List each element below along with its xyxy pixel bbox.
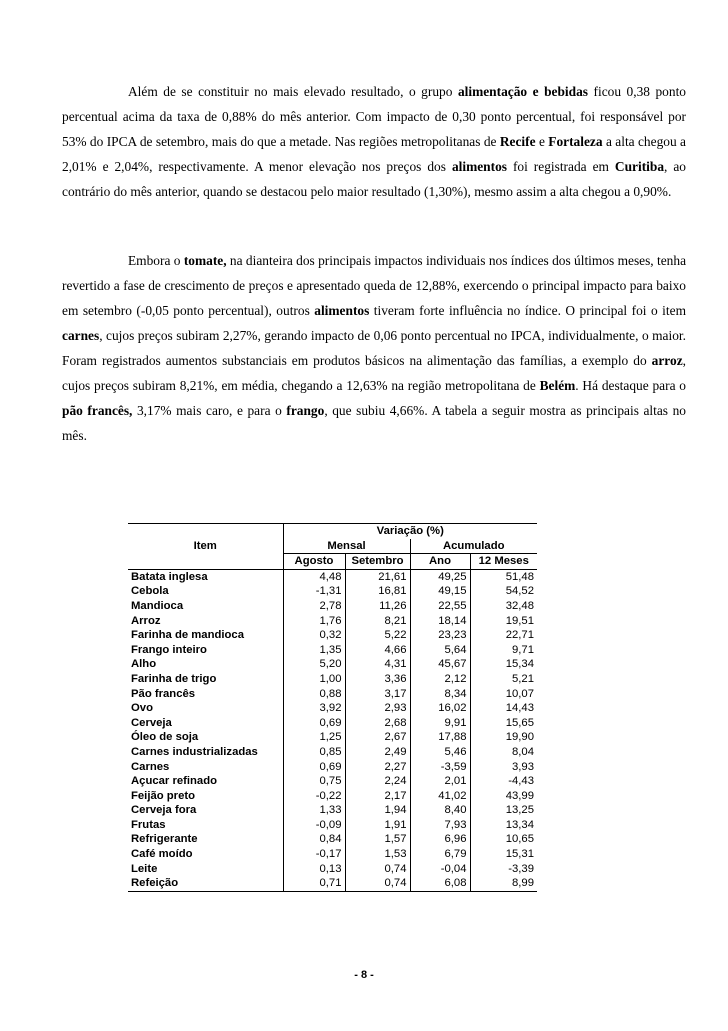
cell-12-months: 10,65 bbox=[505, 833, 534, 846]
table-row bbox=[128, 701, 537, 716]
cell-september: 2,67 bbox=[345, 730, 410, 745]
cell-item: Frango inteiro bbox=[128, 643, 283, 658]
bold-text: carnes bbox=[62, 328, 100, 344]
cell-12-months: 8,99 bbox=[470, 876, 537, 891]
cell-august: 1,76 bbox=[283, 614, 345, 629]
cell-item: Café moído bbox=[128, 847, 283, 862]
cell-item: Refeição bbox=[128, 876, 283, 891]
cell-august: 1,35 bbox=[283, 643, 345, 658]
table-row bbox=[128, 628, 537, 643]
header-variation: Variação (%) bbox=[283, 524, 537, 539]
cell-item: Carnes bbox=[128, 760, 283, 775]
cell-august: 1,00 bbox=[283, 672, 345, 687]
cell-year: 6,96 bbox=[410, 832, 470, 847]
cell-august: -0,17 bbox=[283, 847, 345, 862]
text-run: tiveram forte influência no índice. O principal foi o item bbox=[369, 303, 686, 319]
table-row bbox=[128, 614, 537, 629]
bold-text: Recife bbox=[499, 134, 536, 150]
cell-year: 8,34 bbox=[410, 687, 470, 702]
table-row bbox=[128, 687, 537, 702]
table-body bbox=[128, 569, 537, 891]
cell-year: 23,23 bbox=[410, 628, 470, 643]
table-row bbox=[128, 832, 537, 847]
text-run: 3,17% mais caro, e para o bbox=[132, 403, 287, 419]
bold-text: alimentos bbox=[314, 303, 370, 319]
text-run: . Há destaque para o bbox=[575, 378, 686, 394]
cell-item: Farinha de mandioca bbox=[128, 628, 283, 643]
cell-september: 21,61 bbox=[345, 569, 410, 584]
cell-12-months: 13,34 bbox=[505, 818, 534, 831]
cell-august: 0,32 bbox=[283, 628, 345, 643]
cell-year: 5,46 bbox=[410, 745, 470, 760]
header-item-spacer bbox=[128, 554, 283, 570]
cell-august: 5,20 bbox=[283, 657, 345, 672]
cell-12-months: 15,65 bbox=[505, 716, 534, 729]
paragraph-2 bbox=[62, 248, 686, 448]
cell-year: 6,08 bbox=[410, 876, 470, 891]
cell-september: 8,21 bbox=[345, 614, 410, 629]
table-row bbox=[128, 847, 537, 862]
cell-12-months: 22,71 bbox=[505, 629, 534, 642]
text-run: foi registrada em bbox=[506, 159, 615, 175]
cell-september: 3,36 bbox=[345, 672, 410, 687]
text-run: Além de se constituir no mais elevado resultado, o grupo bbox=[128, 84, 458, 100]
cell-september: 2,49 bbox=[345, 745, 410, 760]
cell-12-months: 10,07 bbox=[505, 687, 534, 700]
cell-september: 4,31 bbox=[345, 657, 410, 672]
cell-year: 49,15 bbox=[410, 584, 470, 599]
table-row bbox=[128, 643, 537, 658]
header-accumulated: Acumulado bbox=[410, 539, 537, 554]
paragraph-1 bbox=[62, 79, 686, 204]
cell-august: -1,31 bbox=[283, 584, 345, 599]
cell-year: 6,79 bbox=[410, 847, 470, 862]
table-row bbox=[128, 716, 537, 731]
cell-august: 0,75 bbox=[283, 774, 345, 789]
header-12-months: 12 Meses bbox=[470, 554, 537, 570]
cell-12-months: 13,25 bbox=[505, 804, 534, 817]
cell-item: Batata inglesa bbox=[128, 569, 283, 584]
bold-text: tomate, bbox=[183, 253, 227, 269]
text-run: , cujos preços subiram 8,21%, em média, chegando a 12,63% na região metropolitana de bbox=[62, 353, 686, 394]
cell-september: 0,74 bbox=[345, 862, 410, 877]
cell-item: Feijão preto bbox=[128, 789, 283, 804]
text-run: Embora o bbox=[128, 253, 184, 269]
cell-september: 1,53 bbox=[345, 847, 410, 862]
cell-12-months: 8,04 bbox=[512, 745, 534, 758]
bold-text: arroz bbox=[651, 353, 683, 369]
cell-year: 5,64 bbox=[410, 643, 470, 658]
cell-year: 22,55 bbox=[410, 599, 470, 614]
cell-item: Cerveja fora bbox=[128, 803, 283, 818]
bold-text: alimentação e bebidas bbox=[457, 84, 588, 100]
table-row bbox=[128, 584, 537, 599]
cell-item: Frutas bbox=[128, 818, 283, 833]
cell-august: 1,33 bbox=[283, 803, 345, 818]
cell-september: 0,74 bbox=[345, 876, 410, 891]
header-spacer bbox=[128, 524, 283, 539]
cell-year: 8,40 bbox=[410, 803, 470, 818]
cell-12-months: 3,93 bbox=[512, 760, 534, 773]
cell-12-months: -3,39 bbox=[508, 862, 534, 875]
price-variation-table bbox=[128, 523, 537, 892]
cell-12-months: 9,71 bbox=[512, 643, 534, 656]
cell-year: 17,88 bbox=[410, 730, 470, 745]
cell-august: -0,22 bbox=[283, 789, 345, 804]
cell-year: 9,91 bbox=[410, 716, 470, 731]
cell-item: Pão francês bbox=[128, 687, 283, 702]
cell-item: Óleo de soja bbox=[128, 730, 283, 745]
text-run: e bbox=[535, 134, 549, 150]
cell-item: Cerveja bbox=[128, 716, 283, 731]
bold-text: Belém bbox=[539, 378, 576, 394]
cell-year: 16,02 bbox=[410, 701, 470, 716]
cell-august: 0,88 bbox=[283, 687, 345, 702]
header-monthly: Mensal bbox=[283, 539, 410, 554]
table-row bbox=[128, 862, 537, 877]
cell-september: 5,22 bbox=[345, 628, 410, 643]
header-september: Setembro bbox=[345, 554, 410, 570]
cell-september: 1,91 bbox=[345, 818, 410, 833]
page-number: - 8 - bbox=[354, 969, 374, 981]
cell-item: Leite bbox=[128, 862, 283, 877]
text-run: a alta chegou a 2,01% e 2,04%, respectivamente. A menor elevação nos preços dos bbox=[62, 134, 686, 175]
table-row bbox=[128, 657, 537, 672]
cell-september: 3,17 bbox=[345, 687, 410, 702]
bold-text: pão francês, bbox=[62, 403, 133, 419]
table-row bbox=[128, 818, 537, 833]
bold-text: Fortaleza bbox=[548, 134, 603, 150]
table-row bbox=[128, 569, 537, 584]
cell-year: 2,12 bbox=[410, 672, 470, 687]
text-run: na dianteira dos principais impactos individuais nos índices dos últimos meses, tenha revertido a fase de crescimento de preços e apresentado queda de 12,88%, exercendo o principal impacto para baixo em setembro (-0,05 ponto percentual), outros bbox=[62, 253, 687, 319]
cell-item: Cebola bbox=[128, 584, 283, 599]
cell-item: Alho bbox=[128, 657, 283, 672]
cell-august: 0,71 bbox=[283, 876, 345, 891]
cell-item: Mandioca bbox=[128, 599, 283, 614]
cell-12-months: 54,52 bbox=[505, 585, 534, 598]
table-row bbox=[128, 599, 537, 614]
cell-september: 2,17 bbox=[345, 789, 410, 804]
cell-item: Açucar refinado bbox=[128, 774, 283, 789]
bold-text: frango bbox=[286, 403, 325, 419]
cell-year: -3,59 bbox=[410, 760, 470, 775]
table-row bbox=[128, 789, 537, 804]
cell-12-months: 43,99 bbox=[505, 789, 534, 802]
table-row bbox=[128, 774, 537, 789]
bold-text: Curitiba bbox=[614, 159, 665, 175]
cell-12-months: 32,48 bbox=[505, 599, 534, 612]
cell-12-months: 19,51 bbox=[505, 614, 534, 627]
cell-august: -0,09 bbox=[283, 818, 345, 833]
text-run: , ao contrário do mês anterior, quando se destacou pelo maior resultado (1,30%), mesmo assim a alta chegou a 0,90%. bbox=[62, 159, 686, 200]
text-run: , que subiu 4,66%. A tabela a seguir mostra as principais altas no mês. bbox=[62, 403, 686, 444]
cell-12-months: -4,43 bbox=[508, 775, 534, 788]
cell-item: Carnes industrializadas bbox=[128, 745, 283, 760]
table-row bbox=[128, 672, 537, 687]
cell-item: Farinha de trigo bbox=[128, 672, 283, 687]
cell-august: 0,84 bbox=[283, 832, 345, 847]
cell-12-months: 5,21 bbox=[512, 672, 534, 685]
cell-august: 4,48 bbox=[283, 569, 345, 584]
header-august: Agosto bbox=[283, 554, 345, 570]
cell-september: 4,66 bbox=[345, 643, 410, 658]
cell-year: 2,01 bbox=[410, 774, 470, 789]
cell-august: 0,85 bbox=[283, 745, 345, 760]
cell-item: Ovo bbox=[128, 701, 283, 716]
cell-september: 2,24 bbox=[345, 774, 410, 789]
cell-august: 0,13 bbox=[283, 862, 345, 877]
cell-august: 3,92 bbox=[283, 701, 345, 716]
cell-september: 2,27 bbox=[345, 760, 410, 775]
cell-year: 18,14 bbox=[410, 614, 470, 629]
cell-august: 0,69 bbox=[283, 716, 345, 731]
table-row bbox=[128, 730, 537, 745]
table-row bbox=[128, 803, 537, 818]
cell-year: 7,93 bbox=[410, 818, 470, 833]
cell-12-months: 15,31 bbox=[505, 848, 534, 861]
cell-august: 0,69 bbox=[283, 760, 345, 775]
cell-year: 49,25 bbox=[410, 569, 470, 584]
header-year: Ano bbox=[410, 554, 470, 570]
cell-year: 41,02 bbox=[410, 789, 470, 804]
table-row bbox=[128, 745, 537, 760]
text-run: , cujos preços subiram 2,27%, gerando impacto de 0,06 ponto percentual no IPCA, individualmente, o maior. Foram registrados aumentos substanciais em produtos básicos na alimentação das famílias, a exemplo do bbox=[62, 328, 686, 369]
cell-september: 11,26 bbox=[345, 599, 410, 614]
cell-august: 2,78 bbox=[283, 599, 345, 614]
cell-september: 1,57 bbox=[345, 832, 410, 847]
header-item: Item bbox=[128, 539, 283, 554]
table-row bbox=[128, 760, 537, 775]
cell-12-months: 14,43 bbox=[505, 702, 534, 715]
text-run: ficou 0,38 ponto percentual acima da taxa de 0,88% do mês anterior. Com impacto de 0,30 ponto percentual, foi responsável por 53% do IPCA de setembro, mais do que a metade. Nas regiões metropolitanas de bbox=[62, 84, 686, 150]
cell-september: 1,94 bbox=[345, 803, 410, 818]
table-row bbox=[128, 876, 537, 891]
cell-12-months: 19,90 bbox=[505, 731, 534, 744]
cell-item: Arroz bbox=[128, 614, 283, 629]
bold-text: alimentos bbox=[451, 159, 507, 175]
cell-item: Refrigerante bbox=[128, 832, 283, 847]
cell-12-months: 15,34 bbox=[505, 658, 534, 671]
cell-august: 1,25 bbox=[283, 730, 345, 745]
cell-september: 2,93 bbox=[345, 701, 410, 716]
cell-year: -0,04 bbox=[410, 862, 470, 877]
cell-12-months: 51,48 bbox=[505, 570, 534, 583]
cell-september: 16,81 bbox=[345, 584, 410, 599]
cell-september: 2,68 bbox=[345, 716, 410, 731]
cell-year: 45,67 bbox=[410, 657, 470, 672]
